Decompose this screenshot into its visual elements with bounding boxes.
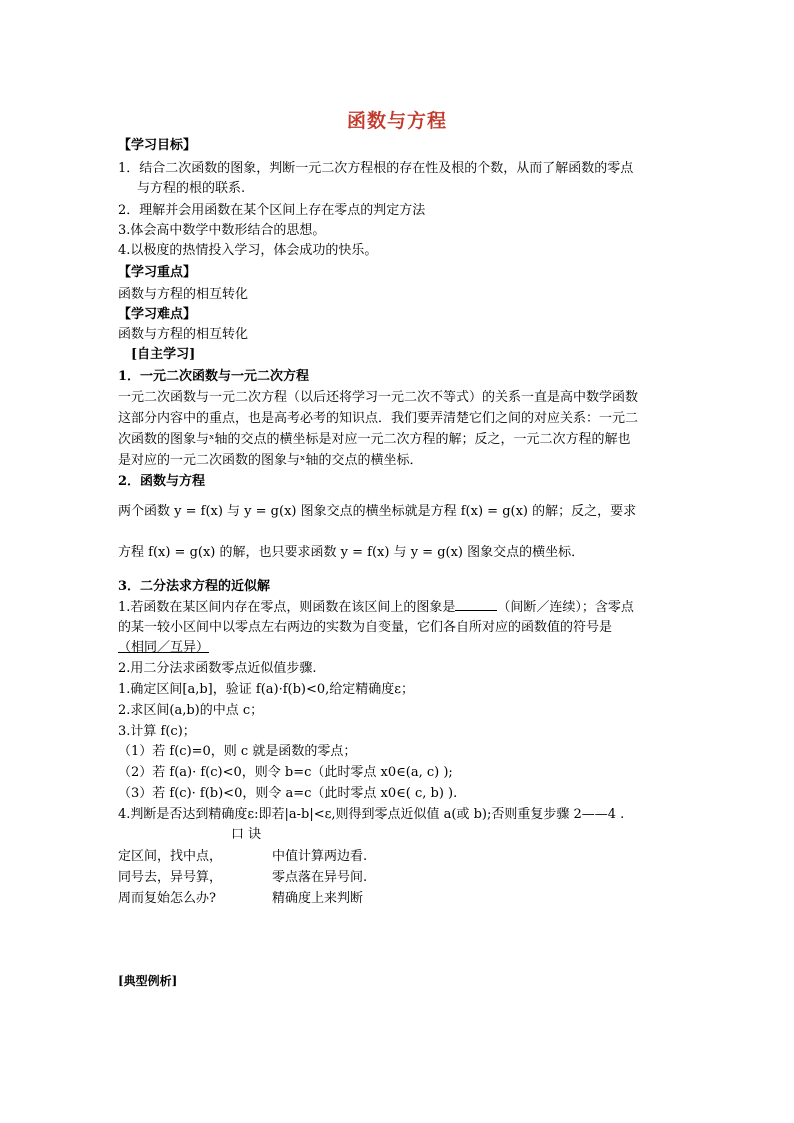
- p3-line-3: （相同／互异）: [118, 640, 210, 655]
- goal-item-3: 3.体会高中数学中数形结合的思想。: [118, 223, 326, 238]
- p2-line-1: 两个函数 y = f(x) 与 y = g(x) 图象交点的横坐标就是方程 f(x) = g(x) 的解；反之，要求: [118, 504, 637, 519]
- page-title: 函数与方程: [346, 110, 447, 132]
- p3-line-1: [118, 598, 634, 617]
- goals-header: 【学习目标】: [118, 138, 197, 153]
- p2-title: 2．函数与方程: [118, 474, 206, 489]
- mnemonic-header: 口 诀: [231, 827, 262, 842]
- mnemonic-row-3-left: 周而复始怎么办?: [118, 891, 216, 906]
- p3-line-10: （3）若 f(c)· f(b)<0，则令 a=c（此时零点 x0∈( c, b) ).: [118, 786, 458, 801]
- p3-line-6: 2.求区间(a,b)的中点 c；: [118, 703, 264, 718]
- mnemonic-row-1-left: 定区间，找中点，: [118, 849, 223, 864]
- p3-line-8: （1）若 f(c)=0，则 c 就是函数的零点；: [118, 744, 357, 759]
- p3-line-9: （2）若 f(a)· f(c)<0，则令 b=c（此时零点 x0∈(a, c) );: [118, 765, 453, 780]
- p1-line-1: 一元二次函数与一元二次方程（以后还将学习一元二次不等式）的关系一直是高中数学函数: [118, 390, 639, 405]
- difficulty-header: 【学习难点】: [118, 307, 197, 322]
- goal-item-4: 4.以极度的热情投入学习，体会成功的快乐。: [118, 243, 378, 258]
- goal-item-2: 2．理解并会用函数在某个区间上存在零点的判定方法: [118, 203, 426, 218]
- answer-blank: [455, 598, 497, 611]
- p3-line-2: 的某一较小区间中以零点左右两边的实数为自变量，它们各自所对应的函数值的符号是: [118, 620, 613, 635]
- goal-item-1: 1．结合二次函数的图象，判断一元二次方程根的存在性及根的个数，从而了解函数的零点: [118, 161, 634, 176]
- mnemonic-row-2-left: 同号去，异号算，: [118, 870, 223, 885]
- mnemonic-row-2-right: 零点落在异号间.: [272, 870, 368, 885]
- p1-title: 1．一元二次函数与一元二次方程: [118, 369, 310, 384]
- p3-line-5: 1.确定区间[a,b]，验证 f(a)·f(b)<0,给定精确度ε；: [118, 682, 415, 697]
- p1-line-3: 次函数的图象与ˣ轴的交点的横坐标是对应一元二次方程的解；反之，一元二次方程的解也: [118, 432, 631, 447]
- p3-line-1-tail: （间断／连续）；含零点: [497, 600, 634, 615]
- difficulty-text: 函数与方程的相互转化: [118, 327, 249, 342]
- p1-line-4: 是对应的一元二次函数的图象与ˣ轴的交点的横坐标．: [118, 453, 423, 468]
- p3-line-1-text: 1.若函数在某区间内存在零点，则函数在该区间上的图象是: [118, 600, 456, 615]
- mnemonic-row-1-right: 中值计算两边看.: [272, 849, 368, 864]
- self-study-header: [自主学习]: [131, 347, 196, 362]
- p3-line-11: 4.判断是否达到精确度ε:即若|a-b|<ε,则得到零点近似值 a(或 b);否则重复步骤 2——4 .: [118, 807, 625, 822]
- p3-title: 3．二分法求方程的近似解: [118, 579, 271, 594]
- key-text: 函数与方程的相互转化: [118, 287, 249, 302]
- mnemonic-row-3-right: 精确度上来判断: [272, 891, 364, 906]
- examples-header: [典型例析]: [118, 974, 178, 988]
- goal-item-1-cont: 与方程的根的联系.: [137, 181, 246, 196]
- p3-line-7: 3.计算 f(c)；: [118, 724, 196, 739]
- p1-line-2: 这部分内容中的重点，也是高考必考的知识点．我们要弄清楚它们之间的对应关系：一元二: [118, 411, 639, 426]
- key-header: 【学习重点】: [118, 265, 197, 280]
- p3-line-4: 2.用二分法求函数零点近似值步骤.: [118, 661, 317, 676]
- p2-line-2: 方程 f(x) = g(x) 的解，也只要求函数 y = f(x) 与 y = g(x) 图象交点的横坐标．: [118, 545, 585, 560]
